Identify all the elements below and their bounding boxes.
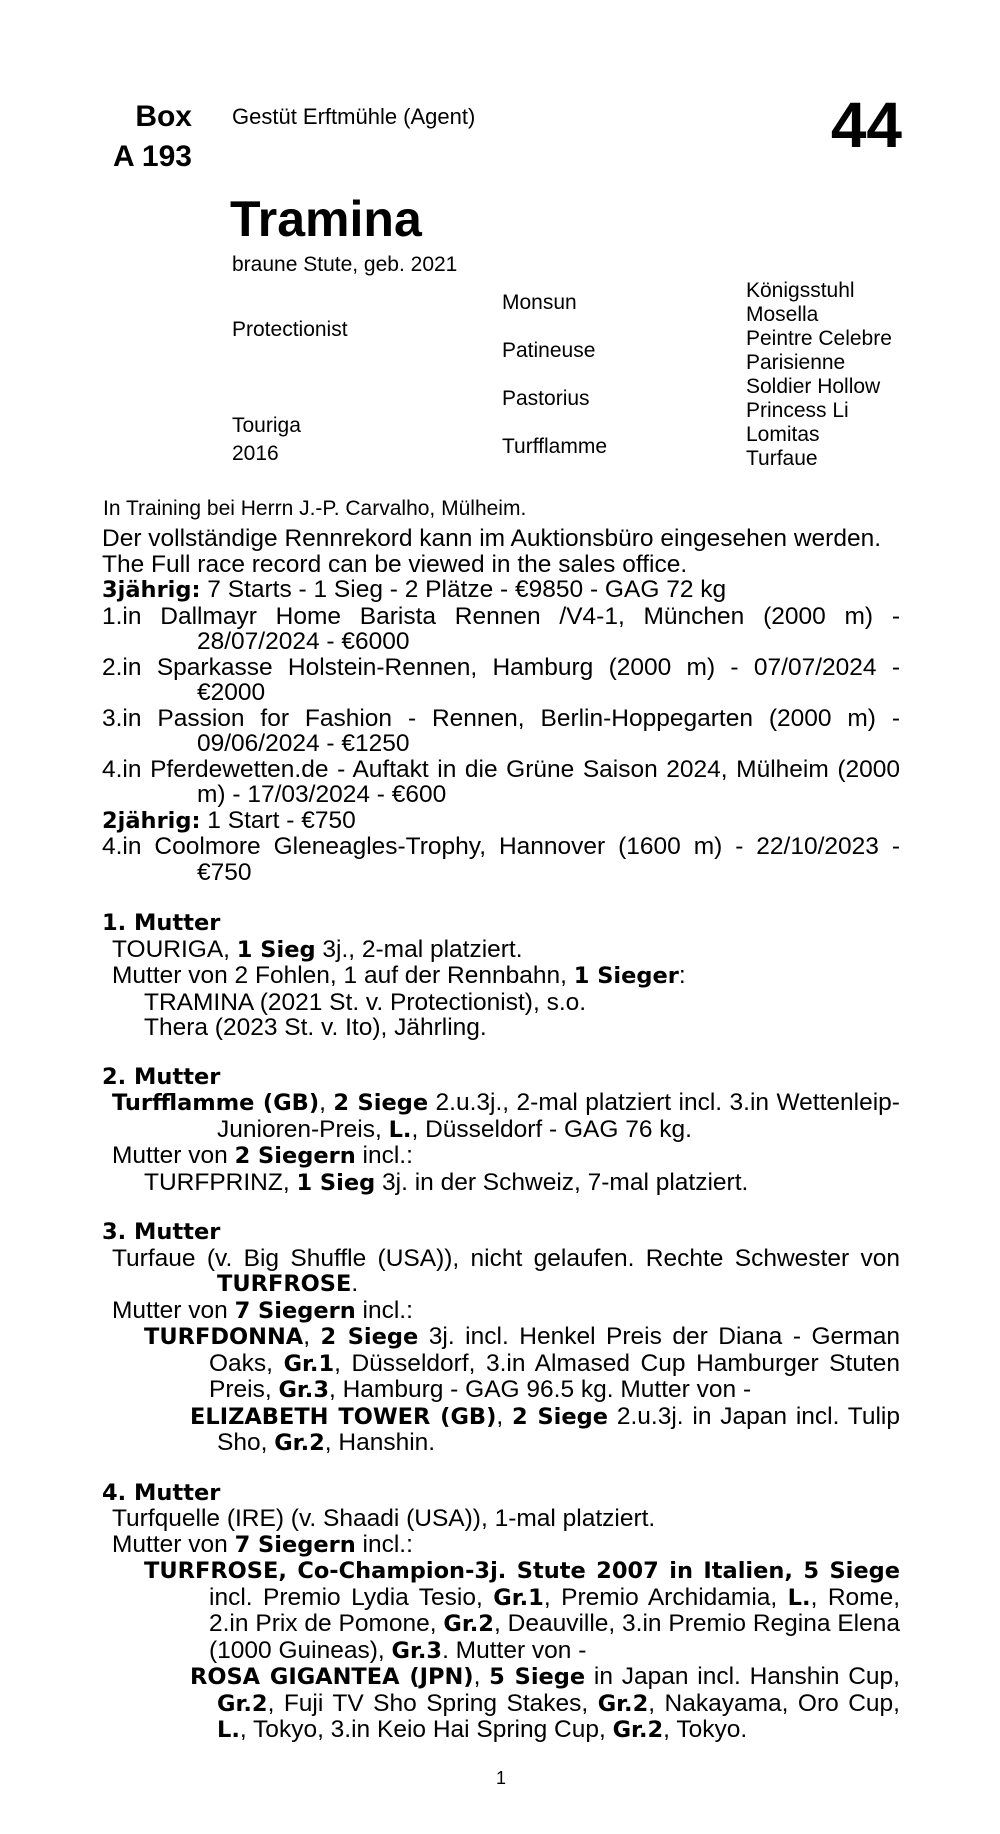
dam4-offspring: TURFROSE, Co-Champion-3j. Stute 2007 in Italien, 5 Siege incl. Premio Lydia Tesio, Gr.1, Premio Archidamia, L., Rome, 2.in Prix de Pomone, Gr.2, Deauville, 3.in Premio Regina Elena (1000 Guineas), Gr.3. Mutter von - xyxy=(144,1558,900,1664)
dam4-heading: 4. Mutter xyxy=(102,1479,221,1506)
race-record-note-en: The Full race record can be viewed in the sales office. xyxy=(102,550,688,578)
race-result: 1.in Dallmayr Home Barista Rennen /V4-1, München (2000 m) - 28/07/2024 - €6000 xyxy=(102,602,900,655)
dam4-line: Turfquelle (IRE) (v. Shaadi (USA)), 1-mal platziert. xyxy=(112,1505,656,1532)
page-number: 1 xyxy=(496,1768,507,1788)
box-label: Box xyxy=(135,100,192,133)
three-yo-summary xyxy=(102,577,900,604)
pedigree-sire-sire: Monsun xyxy=(502,291,577,314)
dam1-offspring: Thera (2023 St. v. Ito), Jährling. xyxy=(144,1014,487,1041)
dam2-line: Turfflamme (GB), 2 Siege 2.u.3j., 2-mal platziert incl. 3.in Wettenleip-Junioren-Preis, L., Düsseldorf - GAG 76 kg. xyxy=(112,1089,900,1143)
two-yo-summary xyxy=(102,808,900,835)
dam2-heading: 2. Mutter xyxy=(102,1063,221,1090)
pedigree-ggp: Soldier Hollow xyxy=(746,375,881,398)
horse-description: braune Stute, geb. 2021 xyxy=(232,253,458,276)
two-yo-label: 2jährig: xyxy=(102,807,201,834)
pedigree-ggp: Princess Li xyxy=(746,399,849,422)
dam1-offspring: TRAMINA (2021 St. v. Protectionist), s.o. xyxy=(144,988,587,1016)
two-yo-text: 1 Start - €750 xyxy=(200,806,356,834)
three-yo-text: 7 Starts - 1 Sieg - 2 Plätze - €9850 - GAG 72 kg xyxy=(200,576,727,603)
race-record-note-de: Der vollständige Rennrekord kann im Auktionsbüro eingesehen werden. xyxy=(102,525,882,552)
dam3-produce: Mutter von 7 Siegern incl.: xyxy=(112,1296,413,1324)
pedigree-dam-dam: Turfflamme xyxy=(502,435,608,458)
box-number: A 193 xyxy=(113,140,192,173)
dam4-produce: Mutter von 7 Siegern incl.: xyxy=(112,1530,413,1558)
catalogue-body xyxy=(102,526,900,1744)
pedigree-sire: Protectionist xyxy=(232,318,348,341)
race-result: 3.in Passion for Fashion - Rennen, Berlin-Hoppegarten (2000 m) - 09/06/2024 - €1250 xyxy=(102,704,900,757)
dam4-grand-offspring: ROSA GIGANTEA (JPN), 5 Siege in Japan incl. Hanshin Cup, Gr.2, Fuji TV Sho Spring Stakes, Gr.2, Nakayama, Oro Cup, L., Tokyo, 3.in Keio Hai Spring Cup, Gr.2, Tokyo. xyxy=(190,1663,900,1743)
dam3-heading: 3. Mutter xyxy=(102,1219,221,1245)
dam3-line: Turfaue (v. Big Shuffle (USA)), nicht gelaufen. Rechte Schwester von xyxy=(112,1244,900,1272)
dam1-produce: Mutter von 2 Fohlen, 1 auf der Rennbahn, 1 Sieger: xyxy=(112,962,686,989)
pedigree-ggp: Peintre Celebre xyxy=(746,327,892,350)
pedigree-ggp: Turfaue xyxy=(746,447,818,470)
pedigree-sire-dam: Patineuse xyxy=(502,339,596,362)
race-result: 4.in Pferdewetten.de - Auftakt in die Grüne Saison 2024, Mülheim (2000 m) - 17/03/2024 - €600 xyxy=(102,755,900,808)
pedigree-ggp: Parisienne xyxy=(746,351,846,374)
race-result: 4.in Coolmore Gleneagles-Trophy, Hannover (1600 m) - 22/10/2023 - €750 xyxy=(102,833,900,886)
dam1-heading: 1. Mutter xyxy=(102,910,221,936)
race-result: 2.in Sparkasse Holstein-Rennen, Hamburg (2000 m) - 07/07/2024 - €2000 xyxy=(102,653,900,706)
pedigree-dam-sire: Pastorius xyxy=(502,387,590,410)
consignor: Gestüt Erftmühle (Agent) xyxy=(232,104,476,129)
dam3-offspring: TURFDONNA, 2 Siege 3j. incl. Henkel Preis der Diana - German Oaks, Gr.1, Düsseldorf, 3.in Almased Cup Hamburger Stuten Preis, Gr.3, Hamburg - GAG 96.5 kg. Mutter von - xyxy=(144,1323,901,1403)
dam2-offspring: TURFPRINZ, 1 Sieg 3j. in der Schweiz, 7-mal platziert. xyxy=(144,1168,749,1196)
horse-name: Tramina xyxy=(230,191,422,247)
pedigree-ggp: Lomitas xyxy=(746,423,820,446)
pedigree-ggp: Königsstuhl xyxy=(746,279,855,302)
pedigree-ggp: Mosella xyxy=(746,303,819,326)
training-note: In Training bei Herrn J.-P. Carvalho, Mülheim. xyxy=(103,497,527,520)
dam3-relation: TURFROSE. xyxy=(217,1270,359,1297)
dam3-grand-offspring: ELIZABETH TOWER (GB), 2 Siege 2.u.3j. in Japan incl. Tulip Sho, Gr.2, Hanshin. xyxy=(190,1402,900,1456)
pedigree-dam: Touriga xyxy=(232,414,301,437)
lot-number: 44 xyxy=(830,89,902,161)
pedigree-dam-year: 2016 xyxy=(232,442,279,465)
three-yo-label: 3jährig: xyxy=(102,577,201,603)
dam2-produce: Mutter von 2 Siegern incl.: xyxy=(112,1142,413,1169)
dam1-line: TOURIGA, 1 Sieg 3j., 2-mal platziert. xyxy=(112,935,523,963)
